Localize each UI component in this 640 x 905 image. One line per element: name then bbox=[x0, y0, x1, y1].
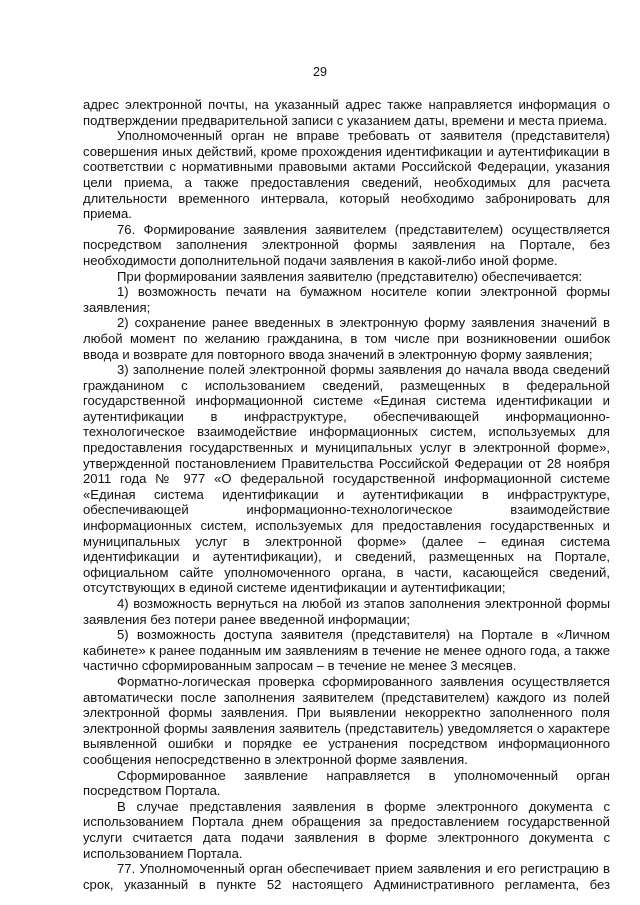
paragraph: 3) заполнение полей электронной формы заявления до начала ввода сведений гражданином с использованием сведений, размещенных в федеральной государственной информационной системе «Единая система идентификации и аутентификации в инфраструктуре, обеспечивающей информационно-технологическое взаимодействие информационных систем, используемых для предоставления государственных и муниципальных услуг в электронной форме», утвержденной постановлением Правительства Российской Федерации от 28 ноября 2011 года № 977 «О федеральной государственной информационной системе «Единая система идентификации и аутентификации в инфраструктуре, обеспечивающей информационно-технологическое взаимодействие информационных систем, используемых для предоставления государственных и муниципальных услуг в электронной форме» (далее – единая система идентификации и аутентификации), и сведений, размещенных на Портале, официальном сайте уполномоченного органа, в части, касающейся сведений, отсутствующих в единой системе идентификации и аутентификации; bbox=[83, 362, 610, 596]
document-body bbox=[83, 97, 610, 892]
paragraph: Форматно-логическая проверка сформированного заявления осуществляется автоматически после заполнения заявителем (представителем) каждого из полей электронной формы заявления. При выявлении некорректно заполненного поля электронной формы заявления заявитель (представитель) уведомляется о характере выявленной ошибки и порядке ее устранения посредством информационного сообщения непосредственно в электронной форме заявления. bbox=[83, 673, 610, 767]
page-number: 29 bbox=[313, 65, 327, 79]
paragraph: 2) сохранение ранее введенных в электронную форму заявления значений в любой момент по желанию гражданина, в том числе при возникновении ошибок ввода и возврате для повторного ввода значений в электронную форму заявления; bbox=[83, 315, 610, 362]
paragraph: 5) возможность доступа заявителя (представителя) на Портале в «Личном кабинете» к ранее поданным им заявлениям в течение не менее одного года, а также частично сформированным запросам – в течение не менее 3 месяцев. bbox=[83, 627, 610, 674]
paragraph: адрес электронной почты, на указанный адрес также направляется информация о подтверждении предварительной записи с указанием даты, времени и места приема. bbox=[83, 97, 610, 128]
paragraph: Сформированное заявление направляется в уполномоченный орган посредством Портала. bbox=[83, 767, 610, 799]
paragraph: 1) возможность печати на бумажном носителе копии электронной формы заявления; bbox=[83, 284, 610, 315]
paragraph: Уполномоченный орган не вправе требовать от заявителя (представителя) совершения иных действий, кроме прохождения идентификации и аутентификации в соответствии с нормативными правовыми актами Российской Федерации, указания цели приема, а также предоставления сведений, необходимых для расчета длительности временного интервала, который необходимо забронировать для приема. bbox=[83, 128, 610, 222]
paragraph: 76. Формирование заявления заявителем (представителем) осуществляется посредством заполнения электронной формы заявления на Портале, без необходимости дополнительной подачи заявления в какой-либо иной форме. bbox=[83, 221, 610, 268]
paragraph: В случае представления заявления в форме электронного документа с использованием Портала днем обращения за предоставлением государственной услуги считается дата подачи заявления в форме электронного документа с использованием Портала. bbox=[83, 798, 610, 861]
paragraph: 4) возможность вернуться на любой из этапов заполнения электронной формы заявления без потери ранее введенной информации; bbox=[83, 596, 610, 627]
paragraph: При формировании заявления заявителю (представителю) обеспечивается: bbox=[117, 268, 583, 284]
paragraph: 77. Уполномоченный орган обеспечивает прием заявления и его регистрацию в срок, указанный в пункте 52 настоящего Административного регламента, без bbox=[83, 861, 610, 892]
